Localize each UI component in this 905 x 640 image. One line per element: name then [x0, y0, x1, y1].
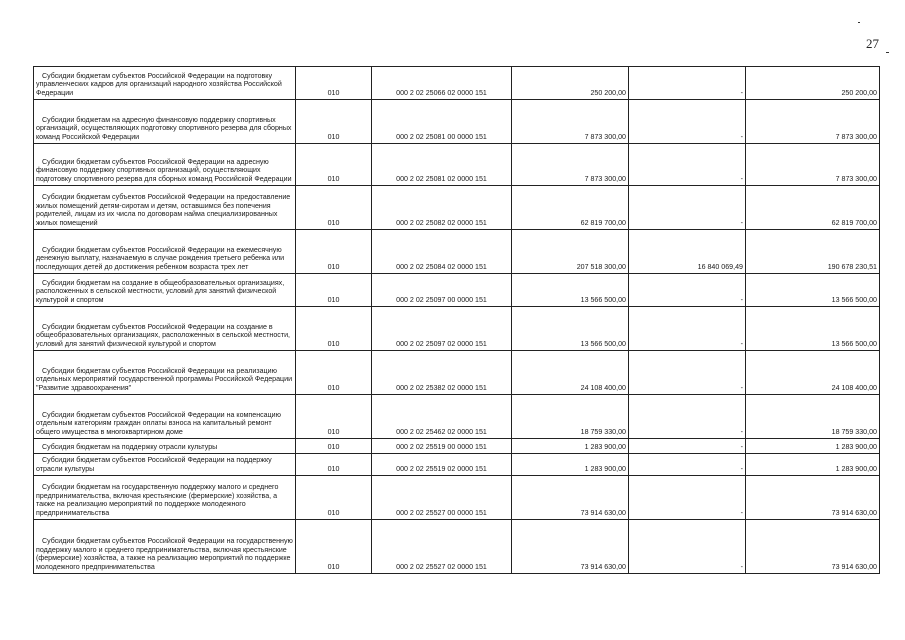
row-code-cell: 010 — [296, 454, 372, 476]
row-kbk-cell: 000 2 02 25382 02 0000 151 — [372, 351, 512, 395]
row-kbk-cell: 000 2 02 25527 00 0000 151 — [372, 476, 512, 520]
row-remaining-cell: 1 283 900,00 — [746, 439, 880, 454]
table-row — [34, 395, 880, 439]
table-row — [34, 67, 880, 100]
row-approved-cell: 73 914 630,00 — [512, 520, 629, 574]
row-executed-cell: - — [629, 395, 746, 439]
row-approved-cell: 207 518 300,00 — [512, 230, 629, 274]
row-executed-cell: - — [629, 351, 746, 395]
row-executed-cell: - — [629, 476, 746, 520]
row-remaining-cell: 13 566 500,00 — [746, 274, 880, 307]
row-name-cell: Субсидии бюджетам на государственную поддержку малого и среднего предпринимательства, включая крестьянские (фермерские) хозяйства, а также на реализацию мероприятий по поддержке молодежного предпринимательства — [34, 476, 296, 520]
row-kbk-cell: 000 2 02 25082 02 0000 151 — [372, 186, 512, 230]
row-approved-cell: 24 108 400,00 — [512, 351, 629, 395]
row-name-cell: Субсидии бюджетам субъектов Российской Федерации на компенсацию отдельным категориям граждан оплаты взноса на капитальный ремонт общего имущества в многоквартирном доме — [34, 395, 296, 439]
row-remaining-cell: 18 759 330,00 — [746, 395, 880, 439]
row-remaining-cell: 7 873 300,00 — [746, 144, 880, 186]
row-executed-cell: - — [629, 67, 746, 100]
row-name-cell: Субсидии бюджетам на адресную финансовую поддержку спортивных организаций, осуществляющих подготовку спортивного резерва для сборных команд Российской Федерации — [34, 100, 296, 144]
table-row — [34, 476, 880, 520]
row-code-cell: 010 — [296, 274, 372, 307]
table-body — [34, 67, 880, 574]
row-approved-cell: 1 283 900,00 — [512, 454, 629, 476]
row-name-cell: Субсидии бюджетам субъектов Российской Федерации на государственную поддержку малого и среднего предпринимательства, включая крестьянские (фермерские) хозяйства, а также на реализацию мероприятий по поддержке молодежного предпринимательства — [34, 520, 296, 574]
row-name-cell: Субсидия бюджетам на поддержку отрасли культуры — [34, 439, 296, 454]
row-code-cell: 010 — [296, 230, 372, 274]
scan-mark — [858, 22, 860, 23]
row-kbk-cell: 000 2 02 25066 02 0000 151 — [372, 67, 512, 100]
row-code-cell: 010 — [296, 67, 372, 100]
row-kbk-cell: 000 2 02 25519 02 0000 151 — [372, 454, 512, 476]
table-row — [34, 307, 880, 351]
table-row — [34, 454, 880, 476]
row-approved-cell: 13 566 500,00 — [512, 274, 629, 307]
table-row — [34, 100, 880, 144]
row-kbk-cell: 000 2 02 25097 02 0000 151 — [372, 307, 512, 351]
row-executed-cell: - — [629, 454, 746, 476]
table-row — [34, 230, 880, 274]
row-code-cell: 010 — [296, 476, 372, 520]
scan-mark — [886, 52, 889, 53]
row-kbk-cell: 000 2 02 25081 00 0000 151 — [372, 100, 512, 144]
row-code-cell: 010 — [296, 520, 372, 574]
row-kbk-cell: 000 2 02 25527 02 0000 151 — [372, 520, 512, 574]
table-row — [34, 520, 880, 574]
row-kbk-cell: 000 2 02 25462 02 0000 151 — [372, 395, 512, 439]
table-row — [34, 351, 880, 395]
row-remaining-cell: 24 108 400,00 — [746, 351, 880, 395]
row-name-cell: Субсидии бюджетам субъектов Российской Федерации на ежемесячную денежную выплату, назначаемую в случае рождения третьего ребенка или последующих детей до достижения ребенком возраста трех лет — [34, 230, 296, 274]
row-executed-cell: - — [629, 144, 746, 186]
row-name-cell: Субсидии бюджетам субъектов Российской Федерации на подготовку управленческих кадров для организаций народного хозяйства Российской Федерации — [34, 67, 296, 100]
row-name-cell: Субсидии бюджетам на создание в общеобразовательных организациях, расположенных в сельской местности, условий для занятий физической культурой и спортом — [34, 274, 296, 307]
row-executed-cell: - — [629, 439, 746, 454]
row-remaining-cell: 73 914 630,00 — [746, 476, 880, 520]
row-kbk-cell: 000 2 02 25519 00 0000 151 — [372, 439, 512, 454]
row-approved-cell: 7 873 300,00 — [512, 144, 629, 186]
row-executed-cell: - — [629, 520, 746, 574]
table-row — [34, 144, 880, 186]
row-approved-cell: 1 283 900,00 — [512, 439, 629, 454]
row-remaining-cell: 190 678 230,51 — [746, 230, 880, 274]
row-remaining-cell: 250 200,00 — [746, 67, 880, 100]
row-code-cell: 010 — [296, 144, 372, 186]
row-name-cell: Субсидии бюджетам субъектов Российской Федерации на предоставление жилых помещений детям-сиротам и детям, оставшимся без попечения родителей, лицам из их числа по договорам найма специализированных жилых помещений — [34, 186, 296, 230]
row-name-cell: Субсидии бюджетам субъектов Российской Федерации на адресную финансовую поддержку спортивных организаций, осуществляющих подготовку спортивного резерва для сборных команд Российской Федерации — [34, 144, 296, 186]
table-row — [34, 186, 880, 230]
row-name-cell: Субсидии бюджетам субъектов Российской Федерации на создание в общеобразовательных организациях, расположенных в сельской местности, условий для занятий физической культурой и спортом — [34, 307, 296, 351]
table-row — [34, 439, 880, 454]
row-executed-cell: - — [629, 307, 746, 351]
row-code-cell: 010 — [296, 395, 372, 439]
row-remaining-cell: 7 873 300,00 — [746, 100, 880, 144]
budget-income-table — [33, 66, 880, 574]
table-row — [34, 274, 880, 307]
row-approved-cell: 13 566 500,00 — [512, 307, 629, 351]
row-executed-cell: - — [629, 100, 746, 144]
row-name-cell: Субсидии бюджетам субъектов Российской Федерации на поддержку отрасли культуры — [34, 454, 296, 476]
row-executed-cell: 16 840 069,49 — [629, 230, 746, 274]
row-code-cell: 010 — [296, 307, 372, 351]
row-remaining-cell: 73 914 630,00 — [746, 520, 880, 574]
row-executed-cell: - — [629, 274, 746, 307]
row-kbk-cell: 000 2 02 25097 00 0000 151 — [372, 274, 512, 307]
row-approved-cell: 250 200,00 — [512, 67, 629, 100]
row-approved-cell: 18 759 330,00 — [512, 395, 629, 439]
page-number: 27 — [866, 36, 879, 51]
row-approved-cell: 73 914 630,00 — [512, 476, 629, 520]
row-remaining-cell: 62 819 700,00 — [746, 186, 880, 230]
row-code-cell: 010 — [296, 186, 372, 230]
row-kbk-cell: 000 2 02 25084 02 0000 151 — [372, 230, 512, 274]
row-code-cell: 010 — [296, 439, 372, 454]
row-kbk-cell: 000 2 02 25081 02 0000 151 — [372, 144, 512, 186]
row-remaining-cell: 13 566 500,00 — [746, 307, 880, 351]
row-code-cell: 010 — [296, 351, 372, 395]
row-name-cell: Субсидии бюджетам субъектов Российской Федерации на реализацию отдельных мероприятий государственной программы Российской Федерации "Развитие здравоохранения" — [34, 351, 296, 395]
row-approved-cell: 7 873 300,00 — [512, 100, 629, 144]
row-code-cell: 010 — [296, 100, 372, 144]
row-remaining-cell: 1 283 900,00 — [746, 454, 880, 476]
row-executed-cell: - — [629, 186, 746, 230]
row-approved-cell: 62 819 700,00 — [512, 186, 629, 230]
